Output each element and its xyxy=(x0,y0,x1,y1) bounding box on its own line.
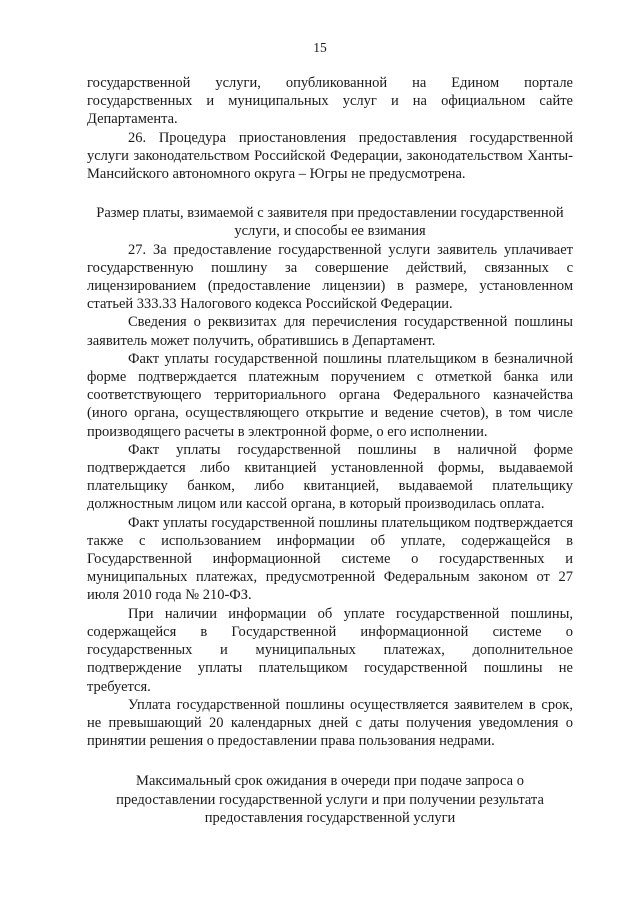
document-body xyxy=(87,74,573,827)
paragraph-27: 27. За предоставление государственной услуги заявитель уплачивает государственную пошлину за совершение действий, связанных с лицензированием (предоставление лицензии) в размере, установленном статьей 333.33 Налогового кодекса Российской Федерации. xyxy=(87,241,573,313)
paragraph-cashless-payment: Факт уплаты государственной пошлины плательщиком в безналичной форме подтверждается платежным поручением с отметкой банка или соответствующего территориального органа Федерального казначейства (иного органа, осуществляющего открытие и ведение счетов), в том числе производящего расчеты в электронной форме, о его исполнении. xyxy=(87,350,573,440)
section-heading-fee: Размер платы, взимаемой с заявителя при предоставлении государственной услуги, и способы ее взимания xyxy=(96,205,564,240)
paragraph-no-confirmation: При наличии информации об уплате государственной пошлины, содержащейся в Государственной информационной системе о государственных и муниципальных платежах, дополнительное подтверждение уплаты плательщиком государственной пошлины не требуется. xyxy=(87,605,573,695)
page-number: 15 xyxy=(313,40,327,55)
paragraph-requisites: Сведения о реквизитах для перечисления государственной пошлины заявитель может получить, обратившись в Департамент. xyxy=(87,314,573,349)
section-heading-queue: Максимальный срок ожидания в очереди при подаче запроса о предоставлении государственной услуги и при получении результата предоставления государственной услуги xyxy=(116,773,544,826)
paragraph-continuation: государственной услуги, опубликованной на Едином портале государственных и муниципальных услуг и на официальном сайте Департамента. xyxy=(87,75,573,128)
paragraph-26: 26. Процедура приостановления предоставления государственной услуги законодательством Российской Федерации, законодательством Ханты-Мансийского автономного округа – Югры не предусмотрена. xyxy=(87,129,573,183)
paragraph-cash-payment: Факт уплаты государственной пошлины в наличной форме подтверждается либо квитанцией установленной формы, выдаваемой плательщику банком, либо квитанцией, выдаваемой плательщику должностным лицом или кассой органа, в который производилась оплата. xyxy=(87,441,573,513)
paragraph-payment-term: Уплата государственной пошлины осуществляется заявителем в срок, не превышающий 20 календарных дней с даты получения уведомления о принятии решения о предоставлении права пользования недрами. xyxy=(87,696,573,750)
paragraph-gis-payment: Факт уплаты государственной пошлины плательщиком подтверждается также с использованием информации об уплате, содержащейся в Государственной информационной системе о государственных и муниципальных платежах, предусмотренной Федеральным законом от 27 июля 2010 года № 210-ФЗ. xyxy=(87,514,573,604)
